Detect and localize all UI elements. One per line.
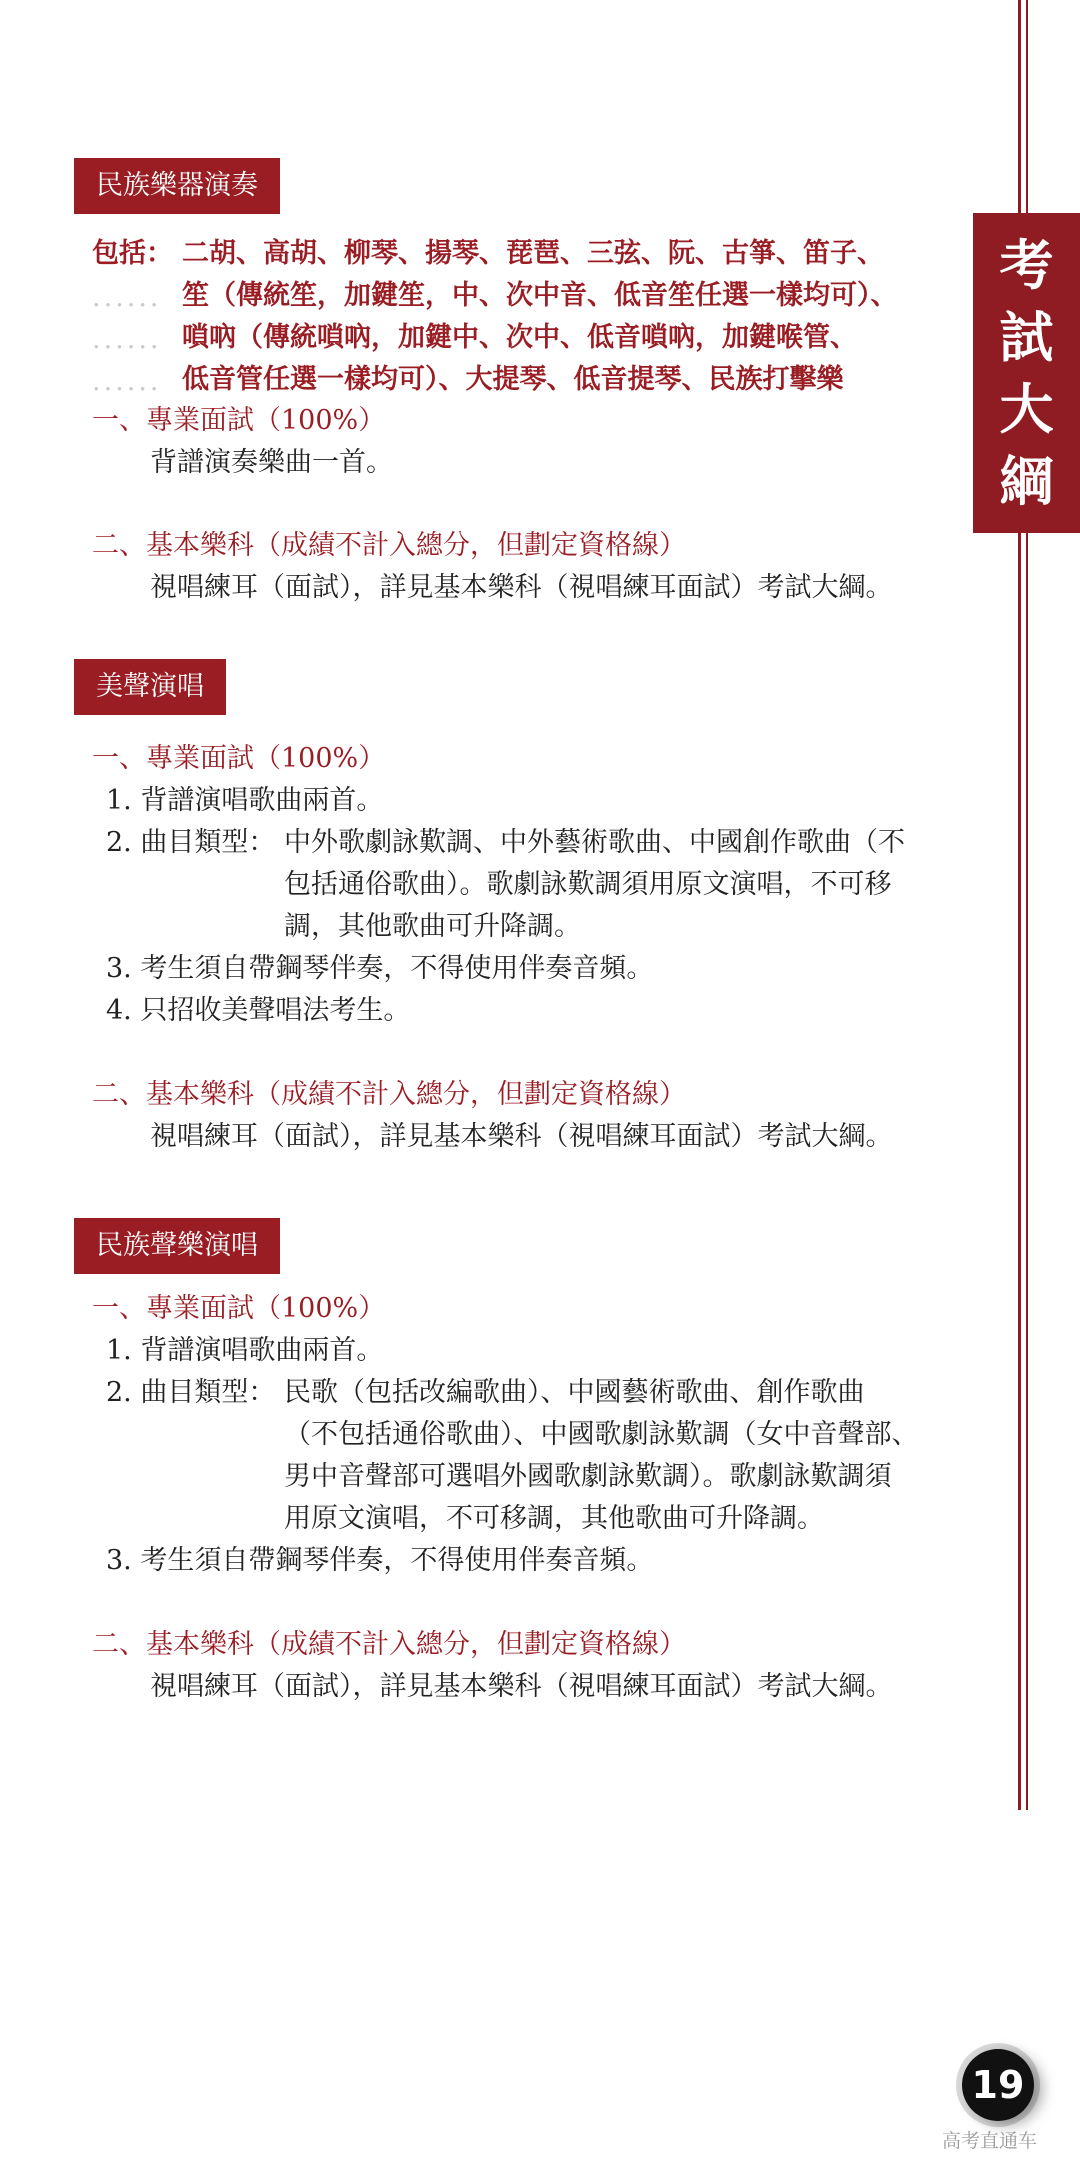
list-item-line: 中外歌劇詠歎調、中外藝術歌曲、中國創作歌曲（不 xyxy=(284,827,905,858)
page-number-badge: 19 xyxy=(962,2049,1034,2121)
heading-professional: 一、專業面試（100%） xyxy=(92,1293,386,1324)
watermark-text: 高考直通车 xyxy=(942,2130,1038,2152)
heading-basic: 二、基本樂科（成績不計入總分，但劃定資格線） xyxy=(92,1629,686,1660)
heading-professional: 一、專業面試（100%） xyxy=(92,743,386,774)
section-tag-bel-canto: 美聲演唱 xyxy=(74,659,226,715)
indent-dots: ...... xyxy=(92,282,162,313)
list-item: 1. 背譜演唱歌曲兩首。 xyxy=(106,785,384,816)
list-item-line: 用原文演唱，不可移調，其他歌曲可升降調。 xyxy=(284,1503,824,1534)
body-text: 背譜演奏樂曲一首。 xyxy=(150,447,393,478)
list-item-line: 民歌（包括改編歌曲）、中國藝術歌曲、創作歌曲 xyxy=(284,1377,865,1408)
section-tag-instrument: 民族樂器演奏 xyxy=(74,158,280,214)
side-tab-char: 大 xyxy=(999,377,1054,441)
indent-dots: ...... xyxy=(92,324,162,355)
heading-basic: 二、基本樂科（成績不計入總分，但劃定資格線） xyxy=(92,1079,686,1110)
side-tab xyxy=(973,213,1080,533)
include-line: 嗩吶（傳統嗩吶，加鍵中、次中、低音嗩吶，加鍵喉管、 xyxy=(182,322,857,353)
body-text: 視唱練耳（面試），詳見基本樂科（視唱練耳面試）考試大綱。 xyxy=(150,572,893,603)
indent-dots: ...... xyxy=(92,366,162,397)
section-tag-folk-vocal: 民族聲樂演唱 xyxy=(74,1218,280,1274)
list-item-label: 2. 曲目類型： xyxy=(106,827,276,858)
side-tab-char: 考 xyxy=(999,233,1054,297)
list-item-label: 2. 曲目類型： xyxy=(106,1377,276,1408)
list-item-line: 包括通俗歌曲）。歌劇詠歎調須用原文演唱，不可移 xyxy=(284,869,892,900)
list-item: 4. 只招收美聲唱法考生。 xyxy=(106,995,411,1026)
list-item: 3. 考生須自帶鋼琴伴奏，不得使用伴奏音頻。 xyxy=(106,1545,654,1576)
heading-professional: 一、專業面試（100%） xyxy=(92,405,386,436)
list-item-line: 調，其他歌曲可升降調。 xyxy=(284,911,581,942)
include-label: 包括： xyxy=(92,238,173,269)
include-line: 二胡、高胡、柳琴、揚琴、琵琶、三弦、阮、古箏、笛子、 xyxy=(182,238,884,269)
list-item: 3. 考生須自帶鋼琴伴奏，不得使用伴奏音頻。 xyxy=(106,953,654,984)
include-line: 笙（傳統笙，加鍵笙，中、次中音、低音笙任選一樣均可）、 xyxy=(182,280,898,311)
list-item-line: （不包括通俗歌曲）、中國歌劇詠歎調（女中音聲部、 xyxy=(284,1419,919,1450)
list-item: 1. 背譜演唱歌曲兩首。 xyxy=(106,1335,384,1366)
body-text: 視唱練耳（面試），詳見基本樂科（視唱練耳面試）考試大綱。 xyxy=(150,1671,893,1702)
heading-basic: 二、基本樂科（成績不計入總分，但劃定資格線） xyxy=(92,530,686,561)
include-line: 低音管任選一樣均可）、大提琴、低音提琴、民族打擊樂 xyxy=(182,364,844,395)
body-text: 視唱練耳（面試），詳見基本樂科（視唱練耳面試）考試大綱。 xyxy=(150,1121,893,1152)
side-tab-char: 綱 xyxy=(999,449,1054,513)
side-tab-char: 試 xyxy=(999,305,1054,369)
list-item-line: 男中音聲部可選唱外國歌劇詠歎調）。歌劇詠歎調須 xyxy=(284,1461,892,1492)
